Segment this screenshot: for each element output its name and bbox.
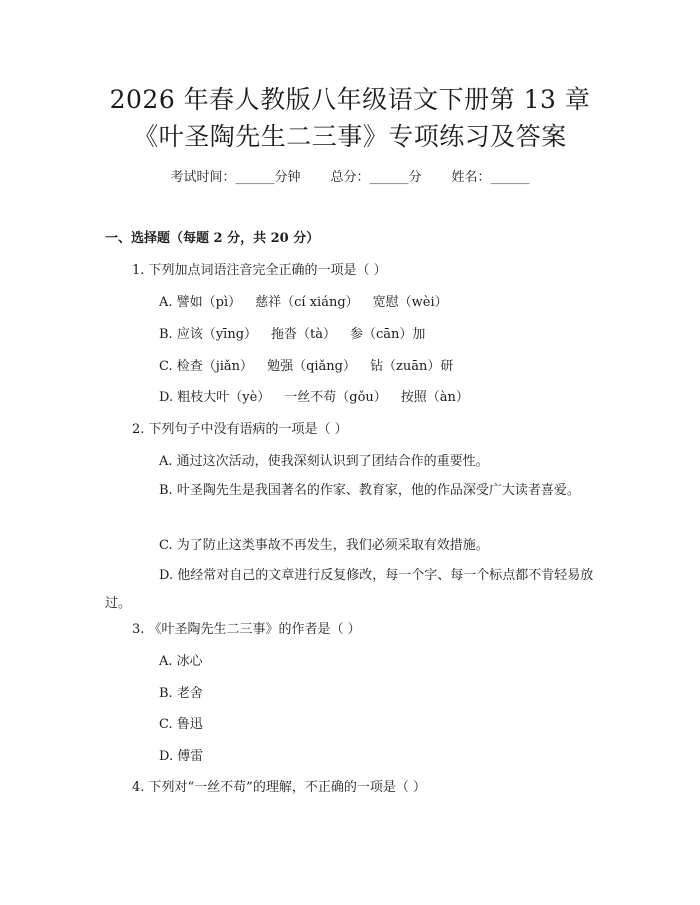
- option-b: B. 应该（yīng） 拖沓（tà） 参（cān）加: [159, 327, 426, 342]
- exam-info-row: [0, 169, 700, 187]
- option-d: D. 粗枝大叶（yè） 一丝不苟（gǒu） 按照（àn）: [159, 390, 469, 405]
- option-b: B. 叶圣陶先生是我国著名的作家、教育家，他的作品深受广大读者喜爱。: [159, 483, 580, 498]
- exam-time: 考试时间：______分钟: [170, 170, 301, 185]
- option-d: D. 他经常对自己的文章进行反复修改，每一个字、每一个标点都不肯轻易放过。: [105, 568, 594, 611]
- option-c: C. 为了防止这类事故不再发生，我们必须采取有效措施。: [159, 538, 489, 553]
- total-score: 总分：______分: [330, 170, 422, 185]
- option-b: B. 老舍: [159, 686, 203, 701]
- option-a: A. 冰心: [159, 654, 203, 669]
- option-a: A. 譬如（pì） 慈祥（cí xiáng） 宽慰（wèi）: [159, 295, 448, 310]
- title-line-2: 《叶圣陶先生二三事》专项练习及答案: [133, 122, 567, 151]
- question-stem: 3. 《叶圣陶先生二三事》的作者是（ ）: [132, 622, 361, 637]
- section-heading: 一、选择题（每题 2 分，共 20 分）: [105, 231, 320, 246]
- title-line-1: 2026 年春人教版八年级语文下册第 13 章: [109, 85, 591, 114]
- question-stem: 1. 下列加点词语注音完全正确的一项是（ ）: [132, 263, 387, 278]
- option-c: C. 检查（jiǎn） 勉强（qiǎng） 钻（zuān）研: [159, 359, 454, 374]
- question-stem: 4. 下列对“一丝不苟”的理解，不正确的一项是（ ）: [132, 780, 426, 795]
- question-stem: 2. 下列句子中没有语病的一项是（ ）: [132, 422, 348, 437]
- option-c: C. 鲁迅: [159, 717, 203, 732]
- option-d: D. 傅雷: [159, 749, 204, 764]
- option-a: A. 通过这次活动，使我深刻认识到了团结合作的重要性。: [159, 454, 489, 469]
- student-name: 姓名：______: [451, 170, 530, 185]
